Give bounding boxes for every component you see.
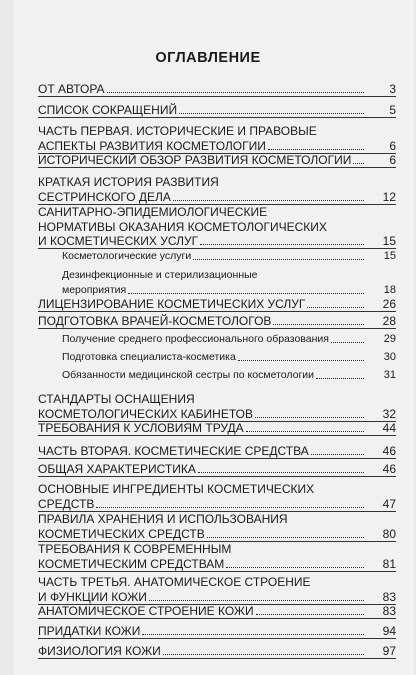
toc-page-number: 83 [382, 604, 396, 618]
toc-leader-dots [179, 113, 364, 114]
toc-leader-dots [331, 342, 364, 343]
toc-leader-dots [193, 259, 364, 260]
toc-entry-title: И ФУНКЦИИ КОЖИ [38, 589, 147, 604]
toc-leader-dots [353, 163, 364, 164]
toc-page-number: 30 [383, 351, 396, 363]
toc-entry-title: НОРМАТИВЫ ОКАЗАНИЯ КОСМЕТОЛОГИЧЕСКИХ [38, 219, 327, 234]
toc-page-number: 6 [389, 153, 396, 167]
toc-leader-dots [200, 244, 364, 245]
toc-underline [38, 638, 396, 639]
toc-leader-dots [238, 360, 364, 361]
toc-underline [38, 311, 396, 312]
toc-page-number: 94 [382, 624, 396, 638]
toc-entry-title: ОСНОВНЫЕ ИНГРЕДИЕНТЫ КОСМЕТИЧЕСКИХ [38, 482, 315, 496]
toc-entry-title: КРАТКАЯ ИСТОРИЯ РАЗВИТИЯ [38, 175, 219, 189]
toc-entry-title: КОСМЕТИЧЕСКИМ СРЕДСТВАМ [38, 556, 225, 571]
toc-page-number: 29 [383, 333, 396, 345]
toc-page-number: 46 [382, 462, 396, 476]
toc-page-number: 44 [382, 421, 396, 435]
toc-page-number: 80 [382, 526, 396, 541]
toc-entry-title: Подготовка специалиста-косметика [62, 351, 236, 363]
toc-entry-title: СТАНДАРТЫ ОСНАЩЕНИЯ [38, 392, 195, 406]
toc-leader-dots [316, 378, 364, 379]
toc-page-number: 46 [382, 444, 396, 458]
toc-entry-title: И КОСМЕТИЧЕСКИХ УСЛУГ [38, 234, 199, 248]
toc-underline [38, 458, 396, 459]
toc-leader-dots [163, 654, 364, 655]
toc-entry-title: ЧАСТЬ ТРЕТЬЯ. АНАТОМИЧЕСКОЕ СТРОЕНИЕ [38, 575, 311, 589]
toc-leader-dots [107, 92, 364, 93]
toc-entry-title: КОСМЕТИЧЕСКИХ СРЕДСТВ [38, 526, 205, 541]
toc-underline [38, 435, 396, 436]
toc-leader-dots [311, 454, 364, 455]
toc-page-number: 15 [383, 250, 396, 262]
toc-leader-dots [198, 472, 364, 473]
toc-page-number: 81 [382, 556, 396, 571]
page-title: ОГЛАВЛЕНИЕ [155, 50, 261, 66]
toc-entry-title: ОТ АВТОРА [38, 82, 105, 96]
toc-entry-title: ПРИДАТКИ КОЖИ [38, 624, 141, 638]
toc-entry-title: Обязанности медицинской сестры по косметологии [62, 369, 314, 381]
toc-leader-dots [246, 431, 364, 432]
toc-page-number: 3 [389, 82, 396, 96]
toc-entry-title: ФИЗИОЛОГИЯ КОЖИ [38, 644, 161, 658]
toc-underline [38, 658, 396, 659]
toc-leader-dots [256, 614, 364, 615]
toc-entry-title: ПРАВИЛА ХРАНЕНИЯ И ИСПОЛЬЗОВАНИЯ [38, 512, 288, 526]
toc-entry-title: САНИТАРНО-ЭПИДЕМИОЛОГИЧЕСКИЕ [38, 205, 268, 219]
toc-entry-title: Дезинфекционные и стерилизационные [62, 269, 258, 281]
toc-entry-title: СРЕДСТВ [38, 496, 95, 511]
toc-entry-title: Косметологические услуги [62, 250, 192, 262]
toc-entry-title: ТРЕБОВАНИЯ К УСЛОВИЯМ ТРУДА [38, 421, 244, 435]
toc-underline [38, 167, 396, 168]
toc-underline [38, 96, 396, 97]
toc-entry-title: АСПЕКТЫ РАЗВИТИЯ КОСМЕТОЛОГИИ [38, 138, 266, 153]
toc-leader-dots [207, 537, 364, 538]
toc-underline [38, 571, 396, 572]
toc-leader-dots [273, 324, 364, 325]
toc-leader-dots [173, 200, 364, 201]
toc-entry-title: ОБЩАЯ ХАРАКТЕРИСТИКА [38, 462, 196, 476]
toc-page-number: 15 [382, 234, 396, 248]
toc-entry-title: СЕСТРИНСКОГО ДЕЛА [38, 189, 171, 204]
toc-page-number: 5 [389, 103, 396, 117]
toc-entry-title: Получение среднего профессионального образования [62, 333, 329, 345]
toc-entry-title: мероприятия [62, 283, 127, 296]
toc-leader-dots [268, 149, 364, 150]
toc-leader-dots [255, 417, 364, 418]
toc-entry-title: ТРЕБОВАНИЯ К СОВРЕМЕННЫМ [38, 542, 232, 556]
toc-entry-title: ИСТОРИЧЕСКИЙ ОБЗОР РАЗВИТИЯ КОСМЕТОЛОГИИ [38, 153, 352, 167]
toc-page-number: 18 [383, 283, 396, 296]
toc-underline [38, 117, 396, 118]
toc-entry-title: АНАТОМИЧЕСКОЕ СТРОЕНИЕ КОЖИ [38, 604, 254, 618]
toc-underline [38, 328, 396, 329]
toc-leader-dots [128, 293, 364, 294]
toc-page-number: 31 [383, 369, 396, 381]
toc-entry-title: СПИСОК СОКРАЩЕНИЙ [38, 103, 178, 117]
toc-leader-dots [96, 507, 364, 508]
toc-page-number: 26 [382, 297, 396, 311]
toc-entry-title: ЧАСТЬ ПЕРВАЯ. ИСТОРИЧЕСКИЕ И ПРАВОВЫЕ [38, 124, 317, 138]
toc-leader-dots [226, 567, 364, 568]
toc-leader-dots [307, 307, 364, 308]
toc-page-number: 83 [382, 589, 396, 604]
toc-leader-dots [149, 600, 364, 601]
toc-page-number: 12 [382, 189, 396, 204]
toc-page-number: 47 [382, 496, 396, 511]
toc-page-number: 28 [382, 314, 396, 328]
toc-entry-title: ЛИЦЕНЗИРОВАНИЕ КОСМЕТИЧЕСКИХ УСЛУГ [38, 297, 306, 311]
toc-entry-title: КОСМЕТОЛОГИЧЕСКИХ КАБИНЕТОВ [38, 406, 253, 421]
toc-underline [38, 476, 396, 477]
toc-underline [38, 618, 396, 619]
toc-page-number: 97 [382, 644, 396, 658]
toc-page-number: 6 [389, 138, 396, 153]
toc-leader-dots [142, 634, 364, 635]
toc-page-number: 32 [382, 406, 396, 421]
toc-entry-title: ПОДГОТОВКА ВРАЧЕЙ-КОСМЕТОЛОГОВ [38, 314, 272, 328]
toc-entry-title: ЧАСТЬ ВТОРАЯ. КОСМЕТИЧЕСКИЕ СРЕДСТВА [38, 444, 309, 458]
